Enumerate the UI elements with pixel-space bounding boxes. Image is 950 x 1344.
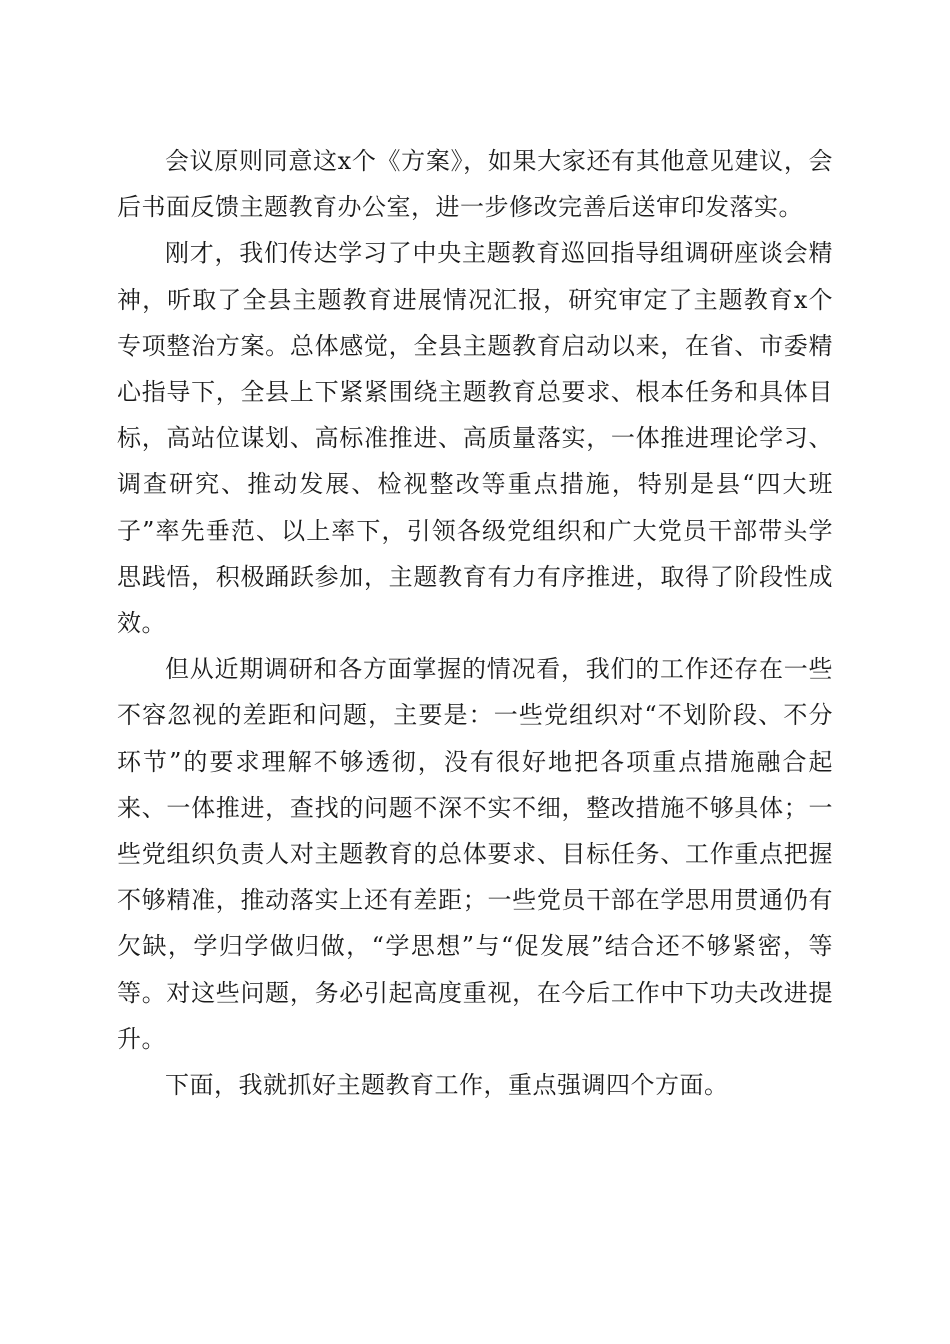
paragraph-approval: 会议原则同意这x个《方案》，如果大家还有其他意见建议，会后书面反馈主题教育办公室，进一步修改完善后送审印发落实。: [117, 147, 833, 222]
document-body: [117, 138, 833, 1108]
paragraph-transition: 下面，我就抓好主题教育工作，重点强调四个方面。: [165, 1071, 729, 1100]
paragraph-progress-summary: 刚才，我们传达学习了中央主题教育巡回指导组调研座谈会精神，听取了全县主题教育进展情况汇报，研究审定了主题教育x个专项整治方案。总体感觉，全县主题教育启动以来，在省、市委精心指导下，全县上下紧紧围绕主题教育总要求、根本任务和具体目标，高站位谋划、高标准推进、高质量落实，一体推进理论学习、调查研究、推动发展、检视整改等重点措施，特别是县“四大班子”率先垂范、以上率下，引领各级党组织和广大党员干部带头学思践悟，积极踊跃参加，主题教育有力有序推进，取得了阶段性成效。: [117, 239, 833, 638]
paragraph-problems: 但从近期调研和各方面掌握的情况看，我们的工作还存在一些不容忽视的差距和问题，主要是：一些党组织对“不划阶段、不分环节”的要求理解不够透彻，没有很好地把各项重点措施融合起来、一体推进，查找的问题不深不实不细，整改措施不够具体；一些党组织负责人对主题教育的总体要求、目标任务、工作重点把握不够精准，推动落实上还有差距；一些党员干部在学思用贯通仍有欠缺，学归学做归做，“学思想”与“促发展”结合还不够紧密，等等。对这些问题，务必引起高度重视，在今后工作中下功夫改进提升。: [117, 655, 833, 1053]
